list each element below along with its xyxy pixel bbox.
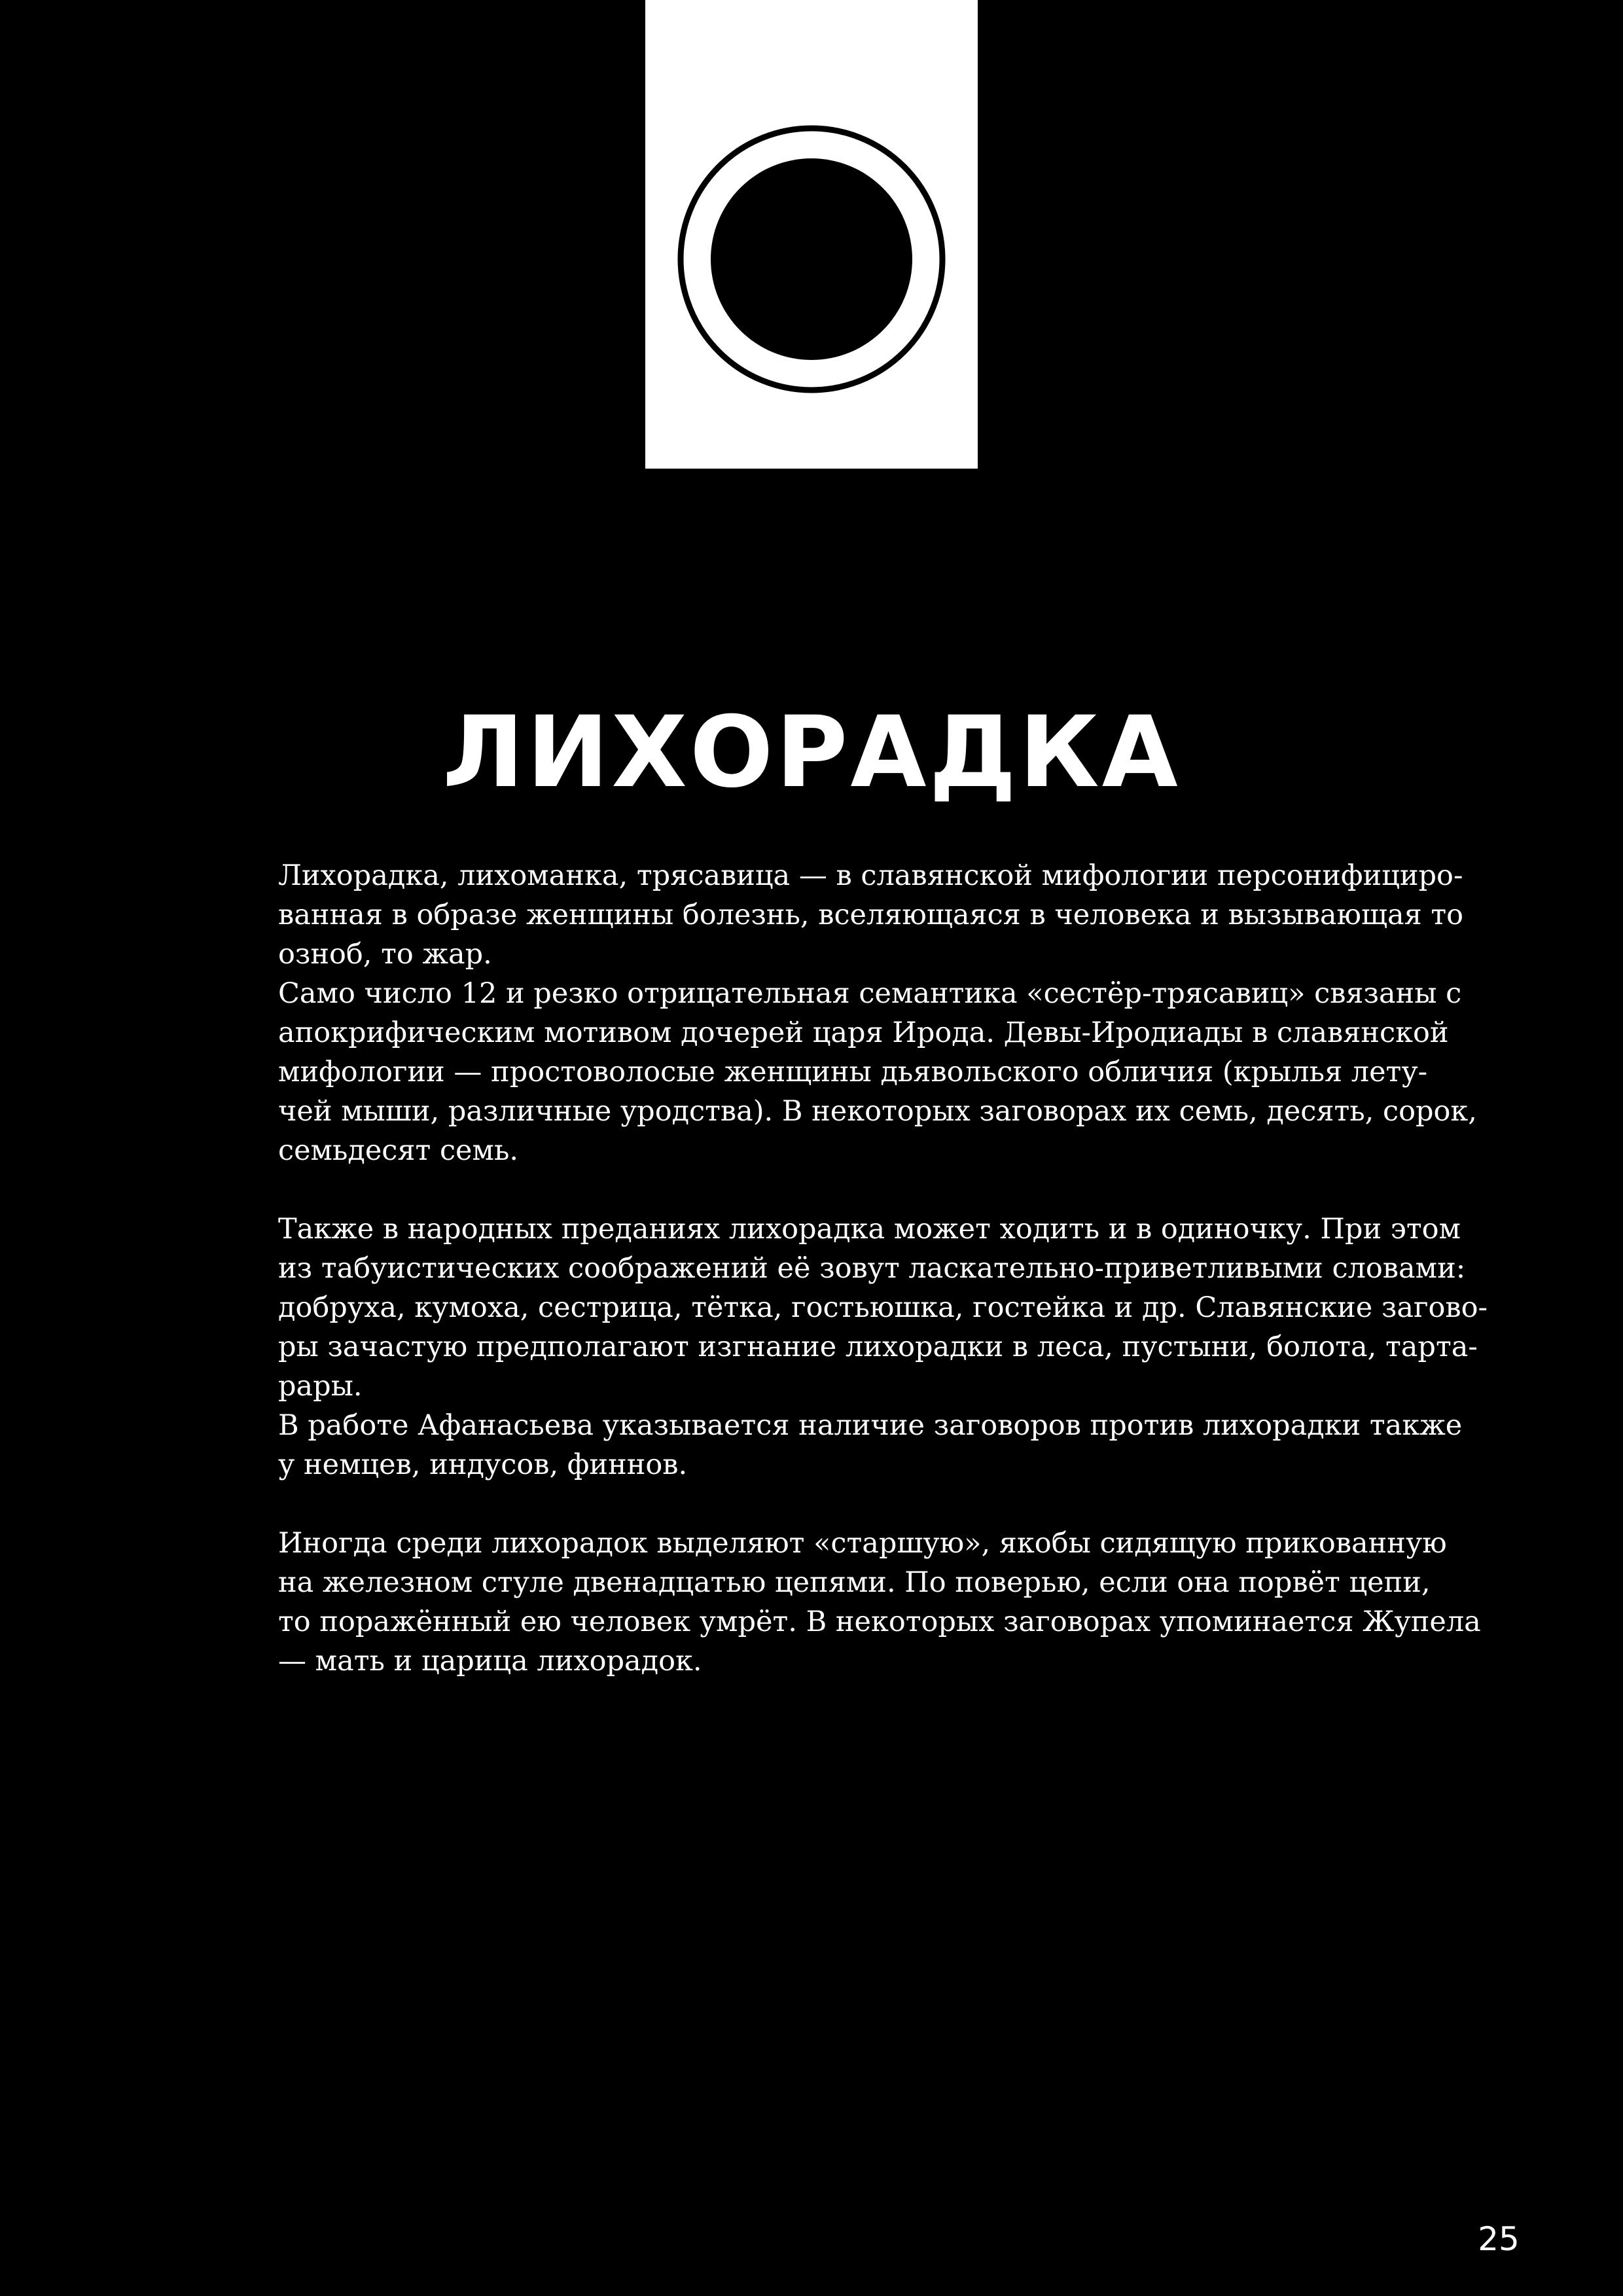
text-line: на железном стуле двенадцатью цепями. По поверью, если она порвёт цепи,	[278, 1566, 1431, 1599]
text-line: ры зачастую предполагают изгнание лихорадки в леса, пустыни, болота, тарта-	[278, 1331, 1478, 1363]
text-line: то поражённый ею человек умрёт. В некоторых заговорах упоминается Жупела	[278, 1605, 1481, 1638]
emblem-inner-disc	[711, 158, 912, 360]
text-line: мифологии — простоволосые женщины дьявольского обличия (крылья лету-	[278, 1056, 1428, 1088]
text-line: ванная в образе женщины болезнь, вселяющаяся в человека и вызывающая то	[278, 899, 1464, 931]
paragraph-gap	[278, 1484, 1417, 1524]
paragraph-gap	[278, 1170, 1417, 1210]
text-line: апокрифическим мотивом дочерей царя Ирода. Девы-Иродиады в славянской	[278, 1016, 1449, 1049]
text-line: Само число 12 и резко отрицательная семантика «сестёр-трясавиц» связаны с	[278, 977, 1462, 1010]
text-line: — мать и царица лихорадок.	[278, 1645, 702, 1677]
text-line: из табуистических соображений её зовут ласкательно-приветливыми словами:	[278, 1252, 1466, 1285]
text-line: Лихорадка, лихоманка, трясавица — в славянской мифологии персонифициро-	[278, 859, 1463, 892]
text-line: у немцев, индусов, финнов.	[278, 1448, 688, 1481]
page-number: 25	[1478, 2220, 1520, 2258]
text-line: Иногда среди лихорадок выделяют «старшую», якобы сидящую прикованную	[278, 1527, 1447, 1560]
text-line: рары.	[278, 1370, 363, 1403]
circle-in-ring-icon	[674, 122, 949, 397]
text-line: чей мыши, различные уродства). В некоторых заговорах их семь, десять, сорок,	[278, 1095, 1477, 1128]
text-line: добруха, кумоха, сестрица, тётка, гостьюшка, гостейка и др. Славянские загово-	[278, 1291, 1488, 1324]
text-line: Также в народных преданиях лихорадка может ходить и в одиночку. При этом	[278, 1213, 1461, 1246]
text-line: В работе Афанасьева указывается наличие заговоров против лихорадки также	[278, 1409, 1463, 1442]
text-line: семьдесят семь.	[278, 1134, 519, 1167]
article-body	[278, 856, 1488, 1681]
emblem-panel	[645, 0, 978, 469]
page-title: ЛИХОРАДКА	[442, 696, 1181, 810]
text-line: озноб, то жар.	[278, 938, 492, 971]
